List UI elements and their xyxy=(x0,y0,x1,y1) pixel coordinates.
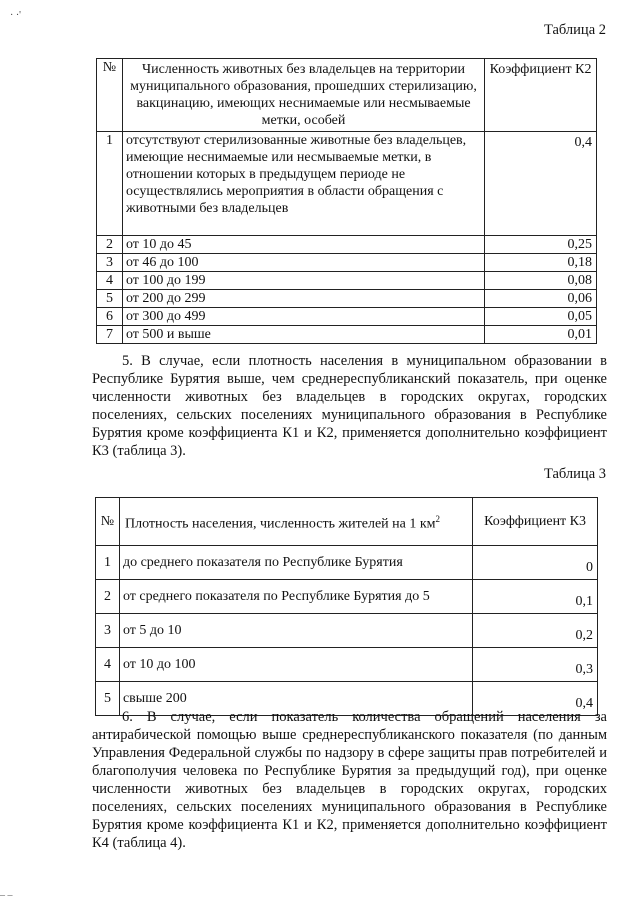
table-row xyxy=(97,236,597,254)
table2-header-desc: Численность животных без владельцев на территории муниципального образования, прошедших стерилизацию, вакцинацию, имеющих неснимаемые или несмываемые метки, особей xyxy=(122,59,484,132)
bottom-mark: – – xyxy=(0,890,13,901)
row-number: 7 xyxy=(97,326,123,344)
row-number: 1 xyxy=(96,546,120,580)
row-number: 2 xyxy=(96,580,120,614)
table3-header-num: № xyxy=(96,498,120,546)
table-row xyxy=(96,546,598,580)
row-description: от 5 до 10 xyxy=(119,614,472,648)
table-row xyxy=(97,308,597,326)
row-coefficient: 0 xyxy=(473,546,598,580)
row-description: от 500 и выше xyxy=(122,326,484,344)
row-description: от 300 до 499 xyxy=(122,308,484,326)
row-coefficient: 0,25 xyxy=(485,236,597,254)
table3 xyxy=(95,497,598,716)
row-coefficient: 0,08 xyxy=(485,272,597,290)
table2-header-num: № xyxy=(97,59,123,132)
table3-header-desc xyxy=(119,498,472,546)
table3-header-desc-sup: 2 xyxy=(435,513,441,524)
row-coefficient: 0,3 xyxy=(473,648,598,682)
table-row xyxy=(96,580,598,614)
row-description: от 10 до 45 xyxy=(122,236,484,254)
table2 xyxy=(96,58,597,344)
paragraph-6: 6. В случае, если показатель количества обращений населения за антирабической помощью выше среднереспубликанского показателя (по данным Управления Федеральной службы по надзору в сфере защиты прав потребителей и благополучия человека по Республике Бурятия за предыдущий год), при оценке численности животных без владельцев в городских округах, городских поселениях, сельских поселениях муниципального образования в Республике Бурятия кроме коэффициента К1 и К2, применяется дополнительно коэффициент К4 (таблица 4). xyxy=(92,709,607,851)
row-number: 6 xyxy=(97,308,123,326)
table3-header-coef: Коэффициент К3 xyxy=(473,498,598,546)
row-description: от среднего показателя по Республике Бурятия до 5 xyxy=(119,580,472,614)
row-coefficient: 0,2 xyxy=(473,614,598,648)
table3-header-row xyxy=(96,498,598,546)
table-row xyxy=(97,132,597,236)
table-row xyxy=(96,614,598,648)
table2-header-coef: Коэффициент К2 xyxy=(485,59,597,132)
row-coefficient: 0,05 xyxy=(485,308,597,326)
table2-header-row xyxy=(97,59,597,132)
table-row xyxy=(97,290,597,308)
row-description: свыше 200 xyxy=(119,682,472,716)
row-number: 4 xyxy=(97,272,123,290)
table-row xyxy=(97,272,597,290)
row-coefficient: 0,4 xyxy=(473,682,598,716)
row-number: 4 xyxy=(96,648,120,682)
table2-caption: Таблица 2 xyxy=(543,22,606,38)
row-description: от 10 до 100 xyxy=(119,648,472,682)
paragraph-5: 5. В случае, если плотность населения в муниципальном образовании в Республике Бурятия выше, чем среднереспубликанский показатель, при оценке численности животных без владельцев в городских округах, городских поселениях, сельских поселениях муниципального образования в Республике Бурятия кроме коэффициента К1 и К2, применяется дополнительно коэффициент К3 (таблица 3). xyxy=(92,353,607,459)
table3-header-desc-text: Плотность населения, численность жителей на 1 км xyxy=(124,516,436,532)
scan-specks: · ·' xyxy=(10,10,21,21)
row-coefficient: 0,01 xyxy=(485,326,597,344)
row-number: 2 xyxy=(97,236,123,254)
row-description: от 46 до 100 xyxy=(122,254,484,272)
row-coefficient: 0,1 xyxy=(473,580,598,614)
row-number: 5 xyxy=(97,290,123,308)
row-number: 3 xyxy=(96,614,120,648)
row-coefficient: 0,4 xyxy=(485,132,597,236)
row-number: 1 xyxy=(97,132,123,236)
row-description: до среднего показателя по Республике Бурятия xyxy=(119,546,472,580)
row-description: отсутствуют стерилизованные животные без владельцев, имеющие неснимаемые или несмываемые метки, в отношении которых в предыдущем периоде не осуществлялись мероприятия в области обращения с животными без владельцев xyxy=(122,132,484,236)
row-description: от 200 до 299 xyxy=(122,290,484,308)
row-coefficient: 0,18 xyxy=(485,254,597,272)
row-number: 5 xyxy=(96,682,120,716)
table-row xyxy=(97,326,597,344)
row-coefficient: 0,06 xyxy=(485,290,597,308)
row-description: от 100 до 199 xyxy=(122,272,484,290)
table-row xyxy=(97,254,597,272)
table-row xyxy=(96,648,598,682)
table3-caption: Таблица 3 xyxy=(543,466,606,482)
row-number: 3 xyxy=(97,254,123,272)
